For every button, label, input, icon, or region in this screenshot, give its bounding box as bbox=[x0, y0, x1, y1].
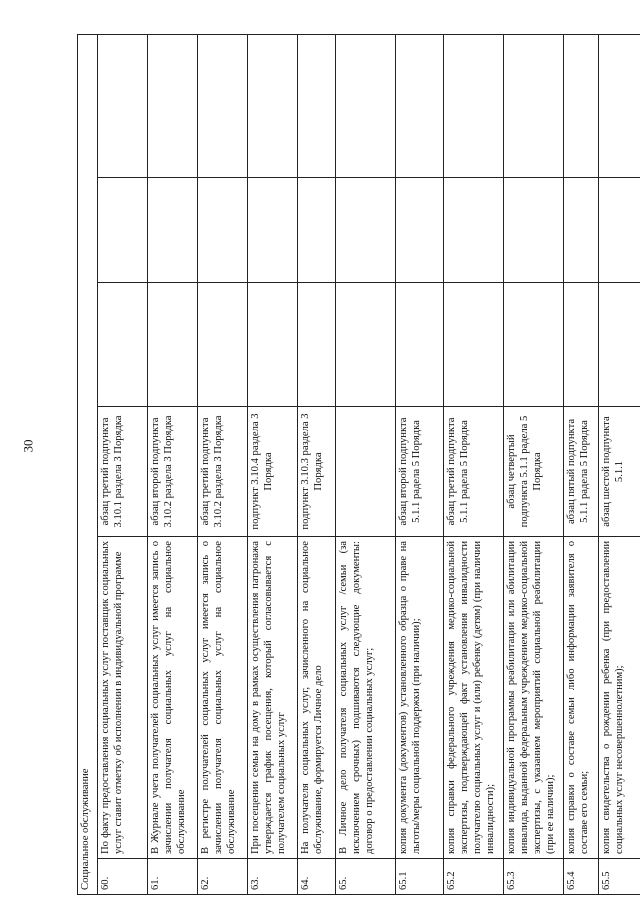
section-header-row bbox=[78, 35, 98, 895]
row-legal-reference: абзац пятый подпункта 5.1.1 радела 5 Порядка bbox=[564, 407, 599, 537]
row-requirement-text: копия справки федерального учреждения медико-социальной экспертизы, подтверждающей факт установления инвалидности получателю социальных услуг и (или) ребенку (детям) (при наличии инвалидности); bbox=[444, 537, 504, 859]
empty-cell bbox=[444, 283, 504, 407]
empty-cell bbox=[336, 35, 396, 178]
table-row bbox=[336, 35, 396, 895]
empty-cell bbox=[98, 283, 148, 407]
row-legal-reference: абзац второй подпункта 5.1.1 радела 5 Порядка bbox=[396, 407, 444, 537]
row-number: 65. bbox=[336, 859, 396, 895]
empty-cell bbox=[198, 35, 248, 178]
table-row bbox=[248, 35, 298, 895]
row-requirement-text: На получателя социальных услуг, зачисленного на социальное обслуживание, формируется Личное дело bbox=[298, 537, 336, 859]
empty-cell bbox=[98, 178, 148, 283]
empty-cell bbox=[298, 178, 336, 283]
empty-cell bbox=[599, 178, 640, 283]
empty-cell bbox=[504, 283, 564, 407]
row-number: 65.4 bbox=[564, 859, 599, 895]
row-legal-reference: абзац третий подпункта 3.10.1 раздела 3 Порядка bbox=[98, 407, 148, 537]
row-requirement-text: По факту предоставления социальных услуг поставщик социальных услуг ставит отметку об исполнении в индивидуальной программе bbox=[98, 537, 148, 859]
row-legal-reference: абзац второй подпункта 3.10.2 раздела 3 Порядка bbox=[148, 407, 198, 537]
empty-cell bbox=[148, 35, 198, 178]
row-legal-reference: подпункт 3.10.3 раздела 3 Порядка bbox=[298, 407, 336, 537]
table-row bbox=[564, 35, 599, 895]
empty-cell bbox=[564, 178, 599, 283]
row-requirement-text: При посещении семьи на дому в рамках осуществления патронажа утверждается график посещения, который согласовывается с получателем социальных услуг bbox=[248, 537, 298, 859]
row-number: 65.1 bbox=[396, 859, 444, 895]
table-row bbox=[98, 35, 148, 895]
row-requirement-text: копия индивидуальной программы реабилитации или абилитации инвалида, выданной федеральным учреждением медико-социальной экспертизы, с указанием мероприятий социальной реабилитации (при ее наличии); bbox=[504, 537, 564, 859]
row-requirement-text: копия свидетельства о рождении ребенка (при предоставлении социальных услуг несовершеннолетним); bbox=[599, 537, 640, 859]
empty-cell bbox=[396, 178, 444, 283]
row-number: 63. bbox=[248, 859, 298, 895]
row-requirement-text: В Личное дело получателя социальных услуг /семьи (за исключением срочных) подшиваются следующие документы: договор о предоставлении социальных услуг; bbox=[336, 537, 396, 859]
table-row bbox=[396, 35, 444, 895]
row-legal-reference: абзац четвертый подпункта 5.1.1 радела 5 Порядка bbox=[504, 407, 564, 537]
page-number: 30 bbox=[20, 439, 36, 453]
empty-cell bbox=[298, 283, 336, 407]
empty-cell bbox=[336, 178, 396, 283]
table-row bbox=[198, 35, 248, 895]
regulation-table bbox=[77, 34, 640, 895]
row-legal-reference: абзац третий подпункта 5.1.1 радела 5 Порядка bbox=[444, 407, 504, 537]
empty-cell bbox=[198, 178, 248, 283]
empty-cell bbox=[504, 178, 564, 283]
table-row bbox=[444, 35, 504, 895]
row-number: 61. bbox=[148, 859, 198, 895]
empty-cell bbox=[148, 178, 198, 283]
row-legal-reference: абзац третий подпункта 3.10.2 раздела 3 Порядка bbox=[198, 407, 248, 537]
empty-cell bbox=[298, 35, 336, 178]
table-row bbox=[298, 35, 336, 895]
row-requirement-text: копия документа (документов) установленного образца о праве на льготы/меры социальной поддержки (при наличии); bbox=[396, 537, 444, 859]
table-row bbox=[504, 35, 564, 895]
empty-cell bbox=[504, 35, 564, 178]
table-row bbox=[148, 35, 198, 895]
row-requirement-text: копия справки о составе семьи либо информации заявителя о составе его семьи; bbox=[564, 537, 599, 859]
row-legal-reference: подпункт 3.10.4 раздела 3 Порядка bbox=[248, 407, 298, 537]
section-title: Социальное обслуживание bbox=[78, 35, 98, 895]
row-number: 65.5 bbox=[599, 859, 640, 895]
row-legal-reference: абзац шестой подпункта 5.1.1 bbox=[599, 407, 640, 537]
empty-cell bbox=[564, 283, 599, 407]
row-number: 62. bbox=[198, 859, 248, 895]
empty-cell bbox=[564, 35, 599, 178]
empty-cell bbox=[248, 283, 298, 407]
empty-cell bbox=[148, 283, 198, 407]
row-number: 65.3 bbox=[504, 859, 564, 895]
row-number: 64. bbox=[298, 859, 336, 895]
empty-cell bbox=[336, 283, 396, 407]
empty-cell bbox=[444, 178, 504, 283]
row-requirement-text: В Журнале учета получателей социальных услуг имеется запись о зачислении получателя социальных услуг на социальное обслуживание bbox=[148, 537, 198, 859]
empty-cell bbox=[599, 283, 640, 407]
row-number: 60. bbox=[98, 859, 148, 895]
empty-cell bbox=[599, 35, 640, 178]
row-legal-reference bbox=[336, 407, 396, 537]
empty-cell bbox=[396, 35, 444, 178]
empty-cell bbox=[98, 35, 148, 178]
empty-cell bbox=[198, 283, 248, 407]
row-requirement-text: В регистре получателей социальных услуг имеется запись о зачислении получателя социальных услуг на социальное обслуживание bbox=[198, 537, 248, 859]
empty-cell bbox=[248, 35, 298, 178]
empty-cell bbox=[444, 35, 504, 178]
empty-cell bbox=[396, 283, 444, 407]
document-table-rotated bbox=[77, 35, 624, 895]
table-row bbox=[599, 35, 640, 895]
row-number: 65.2 bbox=[444, 859, 504, 895]
empty-cell bbox=[248, 178, 298, 283]
